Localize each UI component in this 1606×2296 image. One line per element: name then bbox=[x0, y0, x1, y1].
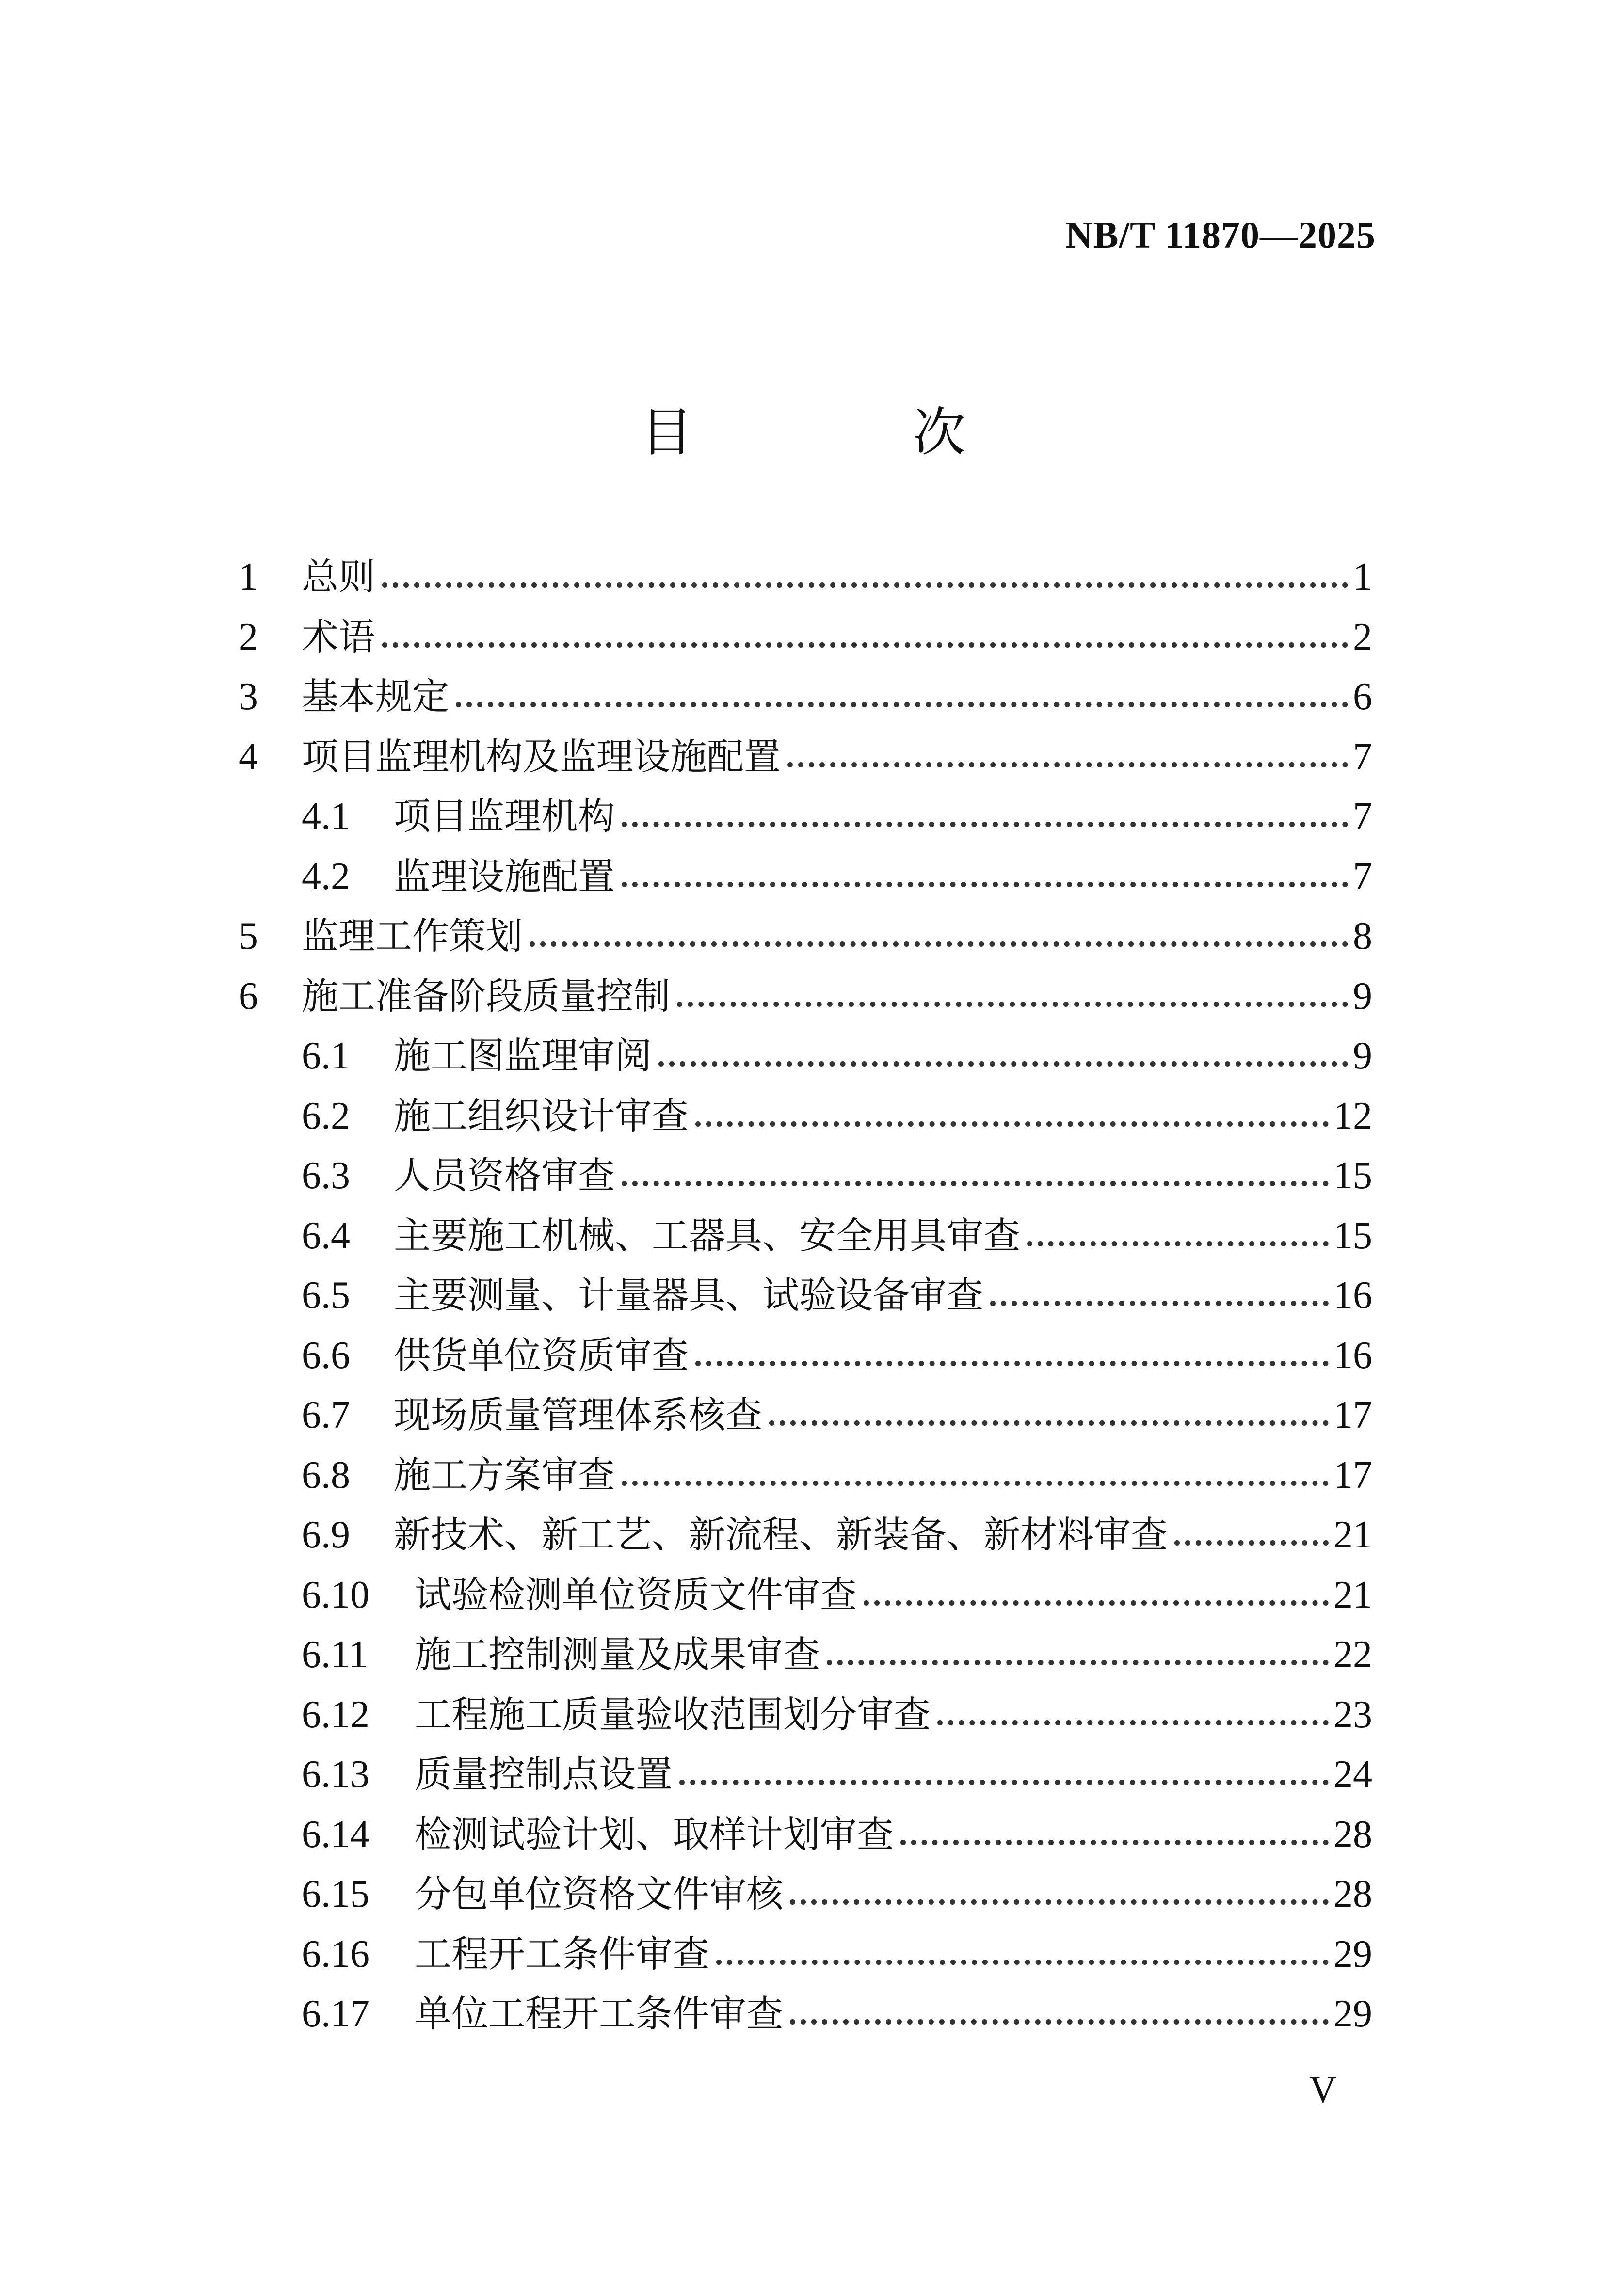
toc-leader-dots bbox=[456, 702, 1348, 707]
toc-entry-title: 施工准备阶段质量控制 bbox=[302, 974, 670, 1018]
toc-entry[interactable] bbox=[0, 1745, 1606, 1803]
toc-leader-dots bbox=[864, 1600, 1329, 1606]
toc-entry-number: 6.5 bbox=[302, 1274, 350, 1317]
toc-leader-dots bbox=[990, 1301, 1329, 1306]
toc-leader-dots bbox=[790, 2019, 1329, 2025]
toc-entry-page: 21 bbox=[1333, 1573, 1372, 1616]
toc-entry[interactable] bbox=[0, 548, 1606, 606]
toc-leader-dots bbox=[658, 1061, 1348, 1067]
toc-entry-page: 8 bbox=[1353, 915, 1372, 957]
toc-entry-page: 29 bbox=[1333, 1993, 1372, 2035]
toc-entry-number: 4.2 bbox=[302, 855, 350, 898]
toc-leader-dots bbox=[622, 1181, 1329, 1186]
toc-entry-number: 6.15 bbox=[302, 1873, 369, 1915]
toc-entry-page: 28 bbox=[1333, 1813, 1372, 1856]
toc-entry[interactable] bbox=[0, 728, 1606, 786]
toc-entry[interactable] bbox=[0, 1266, 1606, 1324]
toc-leader-dots bbox=[382, 582, 1348, 588]
toc-entry-page: 17 bbox=[1333, 1453, 1372, 1497]
toc-entry[interactable] bbox=[0, 1207, 1606, 1265]
toc-leader-dots bbox=[769, 1420, 1329, 1426]
toc-entry-title: 项目监理机构 bbox=[394, 795, 615, 838]
toc-leader-dots bbox=[1174, 1540, 1329, 1546]
toc-entry[interactable] bbox=[0, 1147, 1606, 1205]
toc-leader-dots bbox=[1027, 1241, 1329, 1246]
toc-entry-page: 12 bbox=[1333, 1094, 1372, 1137]
toc-entry-page: 21 bbox=[1333, 1514, 1372, 1556]
toc-entry[interactable] bbox=[0, 1566, 1606, 1624]
toc-entry-page: 7 bbox=[1353, 795, 1372, 838]
toc-leader-dots bbox=[382, 642, 1348, 648]
standard-code: NB/T 11870—2025 bbox=[1065, 214, 1376, 256]
toc-entry-title: 主要测量、计量器具、试验设备审查 bbox=[394, 1274, 983, 1317]
toc-entry[interactable] bbox=[0, 1805, 1606, 1864]
toc-entry-number: 6.9 bbox=[302, 1514, 350, 1556]
toc-entry-title: 施工图监理审阅 bbox=[394, 1034, 652, 1077]
toc-entry-page: 28 bbox=[1333, 1873, 1372, 1915]
toc-entry[interactable] bbox=[0, 1985, 1606, 2043]
toc-entry-title: 项目监理机构及监理设施配置 bbox=[302, 734, 781, 778]
toc-entry-number: 6.17 bbox=[302, 1993, 369, 2035]
toc-entry[interactable] bbox=[0, 1626, 1606, 1684]
toc-entry-page: 6 bbox=[1353, 675, 1372, 718]
toc-entry-page: 23 bbox=[1333, 1693, 1372, 1736]
toc-leader-dots bbox=[827, 1660, 1329, 1665]
toc-entry-number: 6.1 bbox=[302, 1035, 350, 1077]
toc-entry-page: 15 bbox=[1333, 1154, 1372, 1197]
toc-entry-number: 4 bbox=[239, 735, 258, 778]
toc-leader-dots bbox=[695, 1361, 1329, 1366]
toc-entry-title: 监理设施配置 bbox=[394, 854, 615, 898]
toc-entry-title: 术语 bbox=[302, 615, 375, 658]
toc-entry-page: 16 bbox=[1333, 1334, 1372, 1377]
toc-entry[interactable] bbox=[0, 608, 1606, 666]
toc-leader-dots bbox=[530, 941, 1348, 947]
toc-entry-title: 主要施工机械、工器具、安全用具审查 bbox=[394, 1213, 1020, 1257]
toc-entry-number: 2 bbox=[239, 615, 258, 658]
toc-entry[interactable] bbox=[0, 1087, 1606, 1145]
toc-entry-title: 现场质量管理体系核查 bbox=[394, 1393, 762, 1436]
toc-leader-dots bbox=[900, 1840, 1329, 1845]
toc-entry-number: 6.11 bbox=[302, 1633, 369, 1676]
toc-entry-title: 新技术、新工艺、新流程、新装备、新材料审查 bbox=[394, 1513, 1168, 1556]
toc-entry-number: 6.16 bbox=[302, 1932, 369, 1976]
toc-entry[interactable] bbox=[0, 967, 1606, 1025]
toc-entry-page: 16 bbox=[1333, 1274, 1372, 1317]
toc-entry-title: 监理工作策划 bbox=[302, 914, 523, 957]
toc-entry-number: 6.8 bbox=[302, 1453, 350, 1497]
toc-leader-dots bbox=[679, 1780, 1329, 1785]
toc-leader-dots bbox=[716, 1960, 1329, 1965]
toc-entry-number: 3 bbox=[239, 675, 258, 718]
toc-entry-title: 分包单位资格文件审核 bbox=[415, 1872, 783, 1915]
toc-entry-page: 22 bbox=[1333, 1633, 1372, 1676]
toc-leader-dots bbox=[937, 1720, 1329, 1725]
toc-leader-dots bbox=[787, 762, 1348, 767]
toc-leader-dots bbox=[790, 1899, 1329, 1905]
toc-entry[interactable] bbox=[0, 1865, 1606, 1923]
toc-entry-title: 基本规定 bbox=[302, 675, 449, 718]
toc-entry-page: 29 bbox=[1333, 1932, 1372, 1976]
toc-leader-dots bbox=[622, 822, 1348, 827]
toc-entry-title: 人员资格审查 bbox=[394, 1154, 615, 1197]
toc-leader-dots bbox=[677, 1002, 1348, 1007]
toc-entry-number: 6.13 bbox=[302, 1753, 369, 1796]
toc-entry-number: 6 bbox=[239, 974, 258, 1018]
toc-entry[interactable] bbox=[0, 1506, 1606, 1564]
toc-entry-number: 6.4 bbox=[302, 1214, 350, 1257]
toc-leader-dots bbox=[622, 1481, 1329, 1486]
toc-entry[interactable] bbox=[0, 1386, 1606, 1444]
toc-entry-page: 7 bbox=[1353, 855, 1372, 898]
toc-entry-page: 9 bbox=[1353, 974, 1372, 1018]
toc-entry-number: 4.1 bbox=[302, 795, 350, 838]
toc-entry-number: 6.6 bbox=[302, 1334, 350, 1377]
page-folio: V bbox=[1309, 2068, 1337, 2110]
toc-entry[interactable] bbox=[0, 907, 1606, 965]
toc-title: 目 次 bbox=[640, 402, 1068, 463]
toc-entry-page: 2 bbox=[1353, 615, 1372, 658]
toc-entry[interactable] bbox=[0, 1446, 1606, 1504]
toc-entry-page: 15 bbox=[1333, 1214, 1372, 1257]
toc-entry-page: 17 bbox=[1333, 1394, 1372, 1436]
toc-entry-number: 5 bbox=[239, 915, 258, 957]
toc-entry-page: 7 bbox=[1353, 735, 1372, 778]
toc-entry-page: 1 bbox=[1353, 556, 1372, 598]
toc-entry[interactable] bbox=[0, 1686, 1606, 1744]
toc-entry-title: 试验检测单位资质文件审查 bbox=[415, 1573, 857, 1616]
toc-entry-number: 6.3 bbox=[302, 1154, 350, 1197]
toc-entry-number: 6.7 bbox=[302, 1394, 350, 1436]
toc-entry-title: 工程施工质量验收范围划分审查 bbox=[415, 1692, 931, 1736]
toc-entry-title: 施工方案审查 bbox=[394, 1453, 615, 1497]
toc-entry[interactable] bbox=[0, 847, 1606, 906]
toc-entry-title: 施工组织设计审查 bbox=[394, 1094, 689, 1137]
toc-entry-number: 6.2 bbox=[302, 1094, 350, 1137]
toc-entry[interactable] bbox=[0, 1326, 1606, 1385]
toc-entry-title: 单位工程开工条件审查 bbox=[415, 1992, 783, 2035]
toc-entry-page: 9 bbox=[1353, 1035, 1372, 1077]
toc-entry[interactable] bbox=[0, 787, 1606, 845]
toc-entry-title: 工程开工条件审查 bbox=[415, 1932, 709, 1976]
toc-entry-page: 24 bbox=[1333, 1753, 1372, 1796]
toc-leader-dots bbox=[622, 882, 1348, 887]
toc-entry-number: 1 bbox=[239, 556, 258, 598]
toc-entry[interactable] bbox=[0, 1925, 1606, 1983]
toc-entry-title: 检测试验计划、取样计划审查 bbox=[415, 1812, 894, 1856]
toc-entry-title: 总则 bbox=[302, 555, 375, 598]
toc-entry-title: 质量控制点设置 bbox=[415, 1753, 673, 1796]
toc-entry[interactable] bbox=[0, 1027, 1606, 1085]
toc-entry-number: 6.12 bbox=[302, 1693, 369, 1736]
toc-entry-title: 供货单位资质审查 bbox=[394, 1333, 689, 1377]
toc-entry-title: 施工控制测量及成果审查 bbox=[415, 1633, 820, 1676]
toc-entry-number: 6.14 bbox=[302, 1813, 369, 1856]
toc-entry-number: 6.10 bbox=[302, 1573, 369, 1616]
toc-leader-dots bbox=[695, 1121, 1329, 1127]
toc-entry[interactable] bbox=[0, 668, 1606, 726]
